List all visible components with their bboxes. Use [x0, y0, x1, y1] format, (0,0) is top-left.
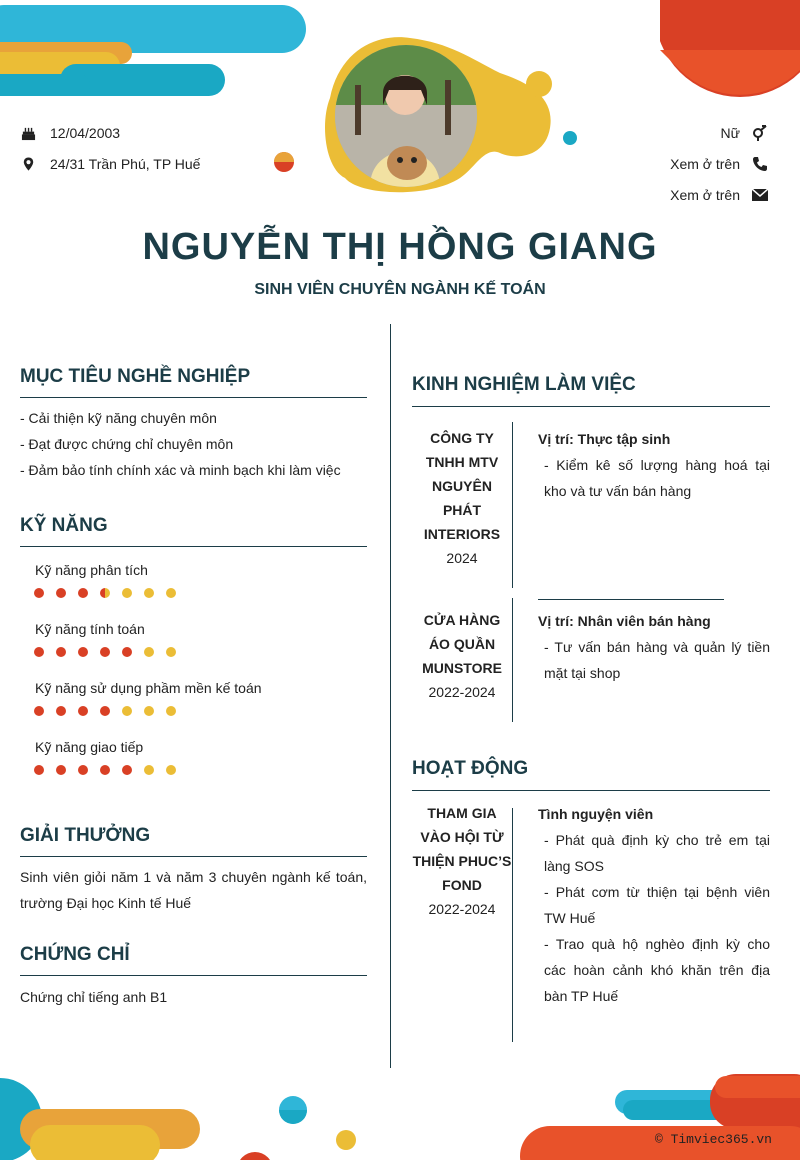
activity-role: Tình nguyện viên [538, 806, 654, 822]
skill-dot [100, 647, 110, 657]
bottom-left-decoration [0, 1075, 360, 1160]
birthday-text: 12/04/2003 [50, 125, 121, 141]
skill-dot [34, 588, 44, 598]
activity-org-name: THAM GIA VÀO HỘI TỪ THIỆN PHUC’S FOND [412, 805, 512, 893]
awards-text: Sinh viên giỏi năm 1 và năm 3 chuyên ngành kế toán, trường Đại học Kinh tế Huế [20, 869, 367, 911]
objective-item: - Đảm bảo tính chính xác và minh bạch khi làm việc [20, 462, 341, 478]
envelope-icon [752, 187, 768, 203]
job-org-name: CÔNG TY TNHH MTV NGUYÊN PHÁT INTERIORS [423, 430, 501, 542]
cake-icon [20, 125, 36, 141]
skill-dot [122, 588, 132, 598]
full-name: NGUYỄN THỊ HỒNG GIANG [142, 226, 658, 268]
column-divider [390, 324, 391, 1068]
skill-rating [34, 706, 176, 716]
job-description: - Kiểm kê số lượng hàng hoá tại kho và tư vấn bán hàng [544, 457, 770, 499]
gender-text: Nữ [720, 125, 740, 141]
job-position: SINH VIÊN CHUYÊN NGÀNH KẾ TOÁN [254, 281, 546, 298]
skill-dot [56, 647, 66, 657]
phone-icon [752, 156, 768, 172]
job-org-name: CỬA HÀNG ÁO QUẦN MUNSTORE [422, 612, 502, 676]
skill-dot [78, 647, 88, 657]
phone-text: Xem ở trên [670, 156, 740, 172]
job-description: - Tư vấn bán hàng và quản lý tiền mặt tại shop [544, 639, 770, 681]
gender-icon [752, 125, 768, 141]
top-right-decoration [660, 0, 800, 100]
skill-dot [56, 765, 66, 775]
job-date: 2022-2024 [428, 684, 496, 700]
skill-label: Kỹ năng tính toán [35, 621, 145, 637]
skill-dot [144, 765, 154, 775]
location-pin-icon [20, 156, 36, 172]
skill-dot [166, 588, 176, 598]
skill-dot [100, 588, 110, 598]
activity-timeline-line [512, 808, 513, 1042]
job-timeline-line [512, 422, 513, 588]
job-date: 2024 [446, 550, 478, 566]
phone-row [670, 156, 768, 172]
activity-item: - Phát cơm từ thiện tại bệnh viên TW Huế [544, 884, 770, 926]
job-org [412, 426, 512, 570]
skill-dot [166, 706, 176, 716]
certs-title: CHỨNG CHỈ [20, 944, 130, 965]
avatar [331, 41, 481, 191]
objective-underline [20, 397, 367, 398]
skill-dot [144, 588, 154, 598]
certs-underline [20, 975, 367, 976]
objective-item: - Cải thiện kỹ năng chuyên môn [20, 410, 217, 426]
skill-dot [78, 765, 88, 775]
awards-underline [20, 856, 367, 857]
skill-dot [78, 706, 88, 716]
skill-dot [34, 765, 44, 775]
birthday-row [20, 125, 120, 141]
objective-title: MỤC TIÊU NGHỀ NGHIỆP [20, 366, 251, 387]
skill-dot [122, 765, 132, 775]
skill-dot [78, 588, 88, 598]
activity-item: - Phát quà định kỳ cho trẻ em tại làng SOS [544, 832, 770, 874]
email-row [670, 187, 768, 203]
awards-title: GIẢI THƯỞNG [20, 825, 151, 846]
skill-label: Kỹ năng sử dụng phầm mền kế toán [35, 680, 262, 696]
job-separator [538, 599, 724, 600]
address-text: 24/31 Trần Phú, TP Huế [50, 156, 201, 172]
activity-item: - Trao quà hộ nghèo định kỳ cho các hoàn cảnh khó khăn trên địa bàn TP Huế [544, 936, 770, 1004]
experience-underline [412, 406, 770, 407]
email-text: Xem ở trên [670, 187, 740, 203]
skill-dot [100, 706, 110, 716]
gender-row [721, 125, 768, 141]
skill-label: Kỹ năng giao tiếp [35, 739, 144, 755]
skill-dot [144, 706, 154, 716]
address-row [20, 156, 200, 172]
skill-dot [34, 647, 44, 657]
certs-text: Chứng chỉ tiếng anh B1 [20, 989, 168, 1005]
skills-underline [20, 546, 367, 547]
footer-credit: © Timviec365.vn [654, 1132, 772, 1147]
skills-title: KỸ NĂNG [20, 515, 108, 536]
skill-label: Kỹ năng phân tích [35, 562, 148, 578]
skill-dot [166, 765, 176, 775]
job-role: Vị trí: Nhân viên bán hàng [538, 613, 711, 629]
skill-dot [166, 647, 176, 657]
job-org [412, 608, 512, 704]
skill-dot [56, 706, 66, 716]
skill-dot [144, 647, 154, 657]
skill-rating [34, 647, 176, 657]
job-role: Vị trí: Thực tập sinh [538, 431, 671, 447]
skill-dot [100, 765, 110, 775]
skill-dot [122, 647, 132, 657]
activity-date: 2022-2024 [428, 901, 496, 917]
skill-dot [122, 706, 132, 716]
skill-rating [34, 588, 176, 598]
job-timeline-line [512, 598, 513, 722]
activity-org [412, 801, 512, 921]
activities-title: HOẠT ĐỘNG [412, 758, 529, 779]
activities-underline [412, 790, 770, 791]
experience-title: KINH NGHIỆM LÀM VIỆC [412, 374, 636, 395]
objective-item: - Đạt được chứng chỉ chuyên môn [20, 436, 234, 452]
skill-dot [34, 706, 44, 716]
skill-dot [56, 588, 66, 598]
skill-rating [34, 765, 176, 775]
